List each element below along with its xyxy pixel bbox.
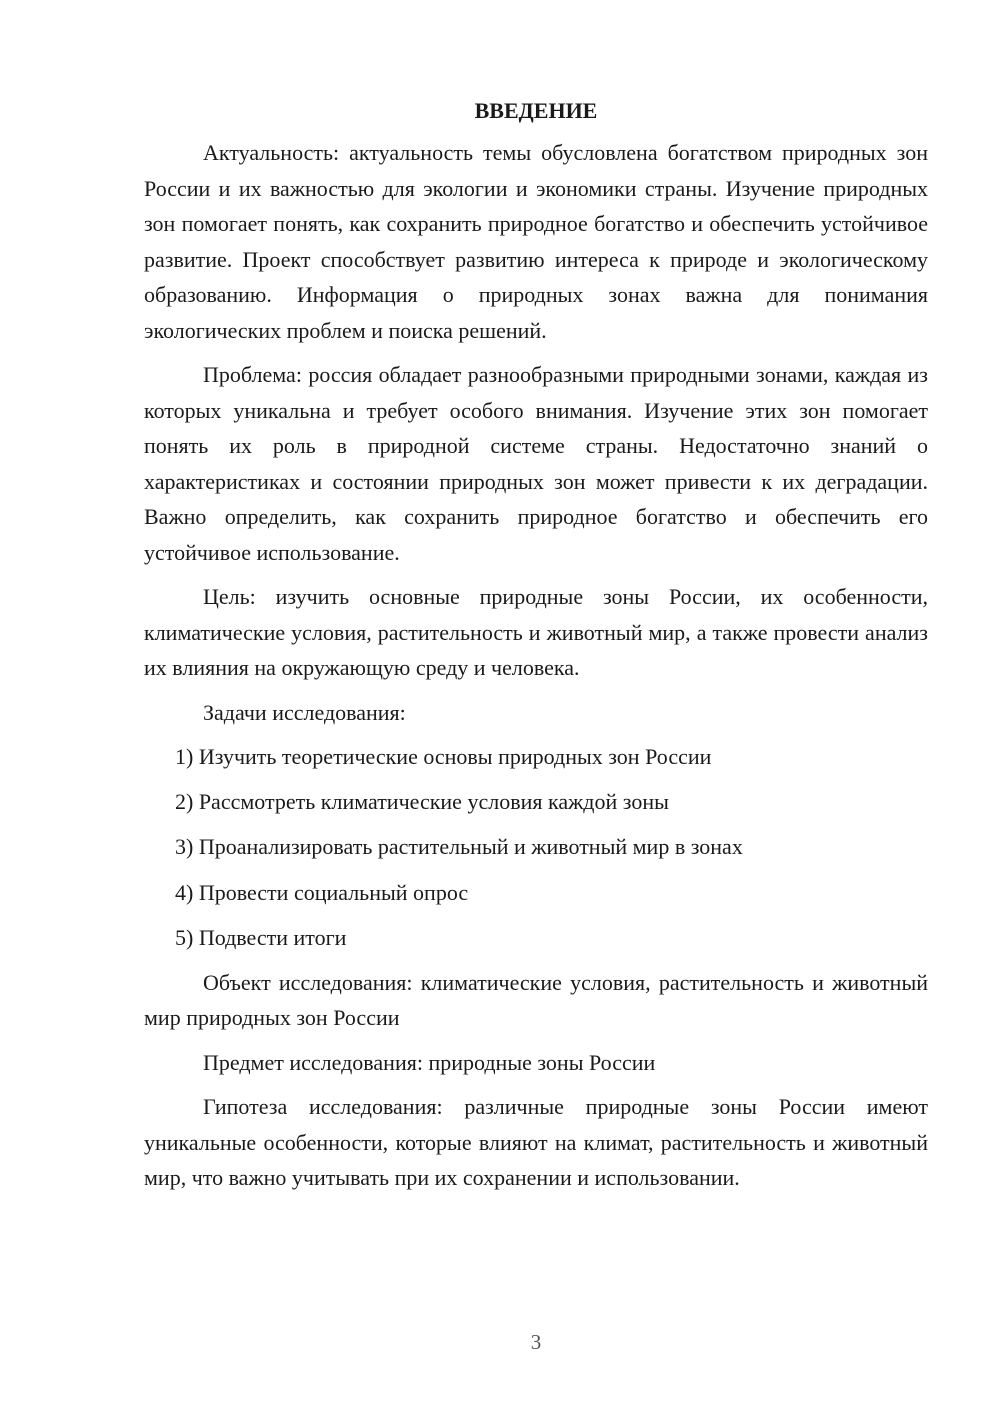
- list-item: 1) Изучить теоретические основы природных зон России: [175, 744, 712, 769]
- paragraph-problem: Проблема: россия обладает разнообразными природными зонами, каждая из которых уникальна и требует особого внимания. Изучение этих зон помогает понять их роль в природной системе страны. Недостаточно знаний о характеристиках и состоянии природных зон может привести к их деградации. Важно определить, как сохранить природное богатство и обеспечить его устойчивое использование.: [144, 362, 928, 565]
- page-title: ВВЕДЕНИЕ: [474, 98, 598, 123]
- paragraph-relevance: Актуальность: актуальность темы обусловлена богатством природных зон России и их важностью для экологии и экономики страны. Изучение природных зон помогает понять, как сохранить природное богатство и обеспечить устойчивое развитие. Проект способствует развитию интереса к природе и экологическому образованию. Информация о природных зонах важна для понимания экологических проблем и поиска решений.: [144, 140, 928, 343]
- tasks-list: [144, 739, 928, 955]
- list-item: 3) Проанализировать растительный и животный мир в зонах: [175, 834, 743, 860]
- document-body: [144, 95, 928, 1205]
- paragraph-goal: Цель: изучить основные природные зоны России, их особенности, климатические условия, растительность и животный мир, а также провести анализ их влияния на окружающую среду и человека.: [144, 584, 928, 680]
- list-item: 4) Провести социальный опрос: [175, 879, 469, 905]
- list-item: 5) Подвести итоги: [175, 924, 347, 950]
- tasks-heading: Задачи исследования:: [203, 699, 406, 725]
- page-number: 3: [530, 1330, 542, 1354]
- list-item: 2) Рассмотреть климатические условия каждой зоны: [175, 789, 669, 815]
- paragraph-hypothesis: Гипотеза исследования: различные природные зоны России имеют уникальные особенности, которые влияют на климат, растительность и животный мир, что важно учитывать при их сохранении и использовании.: [144, 1094, 928, 1191]
- paragraph-object: Объект исследования: климатические условия, растительность и животный мир природных зон России: [144, 969, 928, 1031]
- paragraph-subject: Предмет исследования: природные зоны России: [203, 1049, 656, 1075]
